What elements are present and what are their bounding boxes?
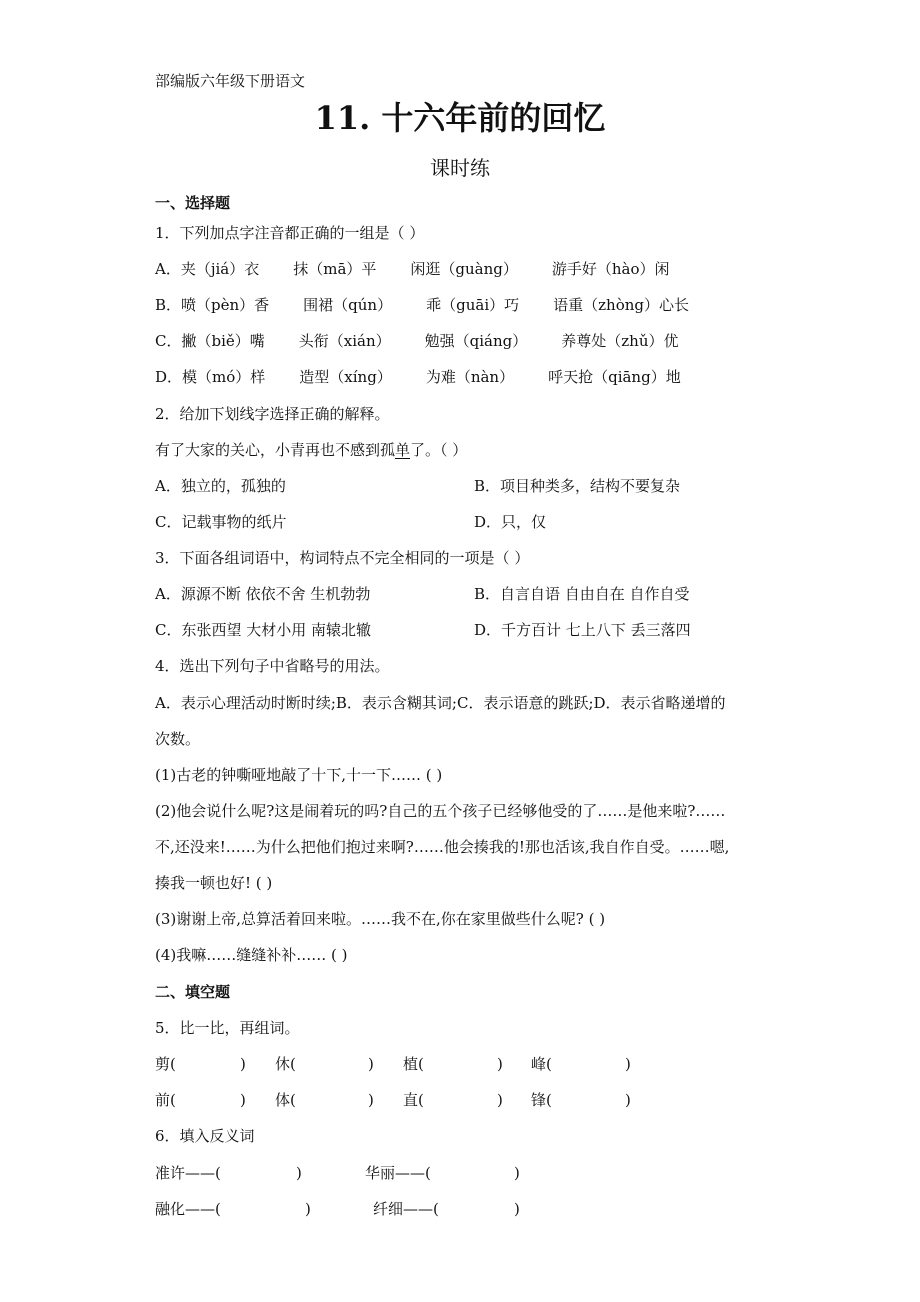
blank-close: ) bbox=[497, 1091, 503, 1109]
antonym-prefix: 准许——( bbox=[155, 1164, 221, 1182]
blank-close: ) bbox=[625, 1055, 631, 1073]
option-d-item: D．模（mó）样 bbox=[155, 368, 266, 386]
question-1-stem: 1．下列加点字注音都正确的一组是（ ） bbox=[155, 224, 425, 242]
question-2-option-c: C．记载事物的纸片 bbox=[155, 513, 287, 531]
underlined-character: 单 bbox=[395, 441, 411, 459]
blank-close: ) bbox=[240, 1055, 246, 1073]
question-2-option-a: A．独立的，孤独的 bbox=[155, 477, 286, 495]
option-a-item: 闲逛（guàng） bbox=[410, 260, 518, 278]
option-b-item: 语重（zhòng）心长 bbox=[553, 296, 689, 314]
option-a-item: 抹（mā）平 bbox=[293, 260, 377, 278]
option-a-item: 游手好（hào）闲 bbox=[551, 260, 670, 278]
option-d-item: 造型（xíng） bbox=[299, 368, 392, 386]
option-b-item: 围裙（qún） bbox=[303, 296, 393, 314]
word-prefix: 植( bbox=[403, 1055, 424, 1073]
question-3-option-d: D．千方百计 七上八下 丢三落四 bbox=[474, 621, 691, 639]
question-4-stem: 4．选出下列句子中省略号的用法。 bbox=[155, 657, 390, 675]
option-d-item: 呼天抢（qiāng）地 bbox=[548, 368, 681, 386]
blank-close: ) bbox=[625, 1091, 631, 1109]
option-c-item: 勉强（qiáng） bbox=[424, 332, 528, 350]
question-2-sentence bbox=[155, 440, 467, 460]
antonym-prefix: 纤细——( bbox=[373, 1200, 439, 1218]
document-header: 部编版六年级下册语文 bbox=[155, 72, 306, 90]
antonym-prefix: 融化——( bbox=[155, 1200, 221, 1218]
word-prefix: 峰( bbox=[531, 1055, 552, 1073]
question-1-option-d bbox=[155, 367, 715, 387]
question-5-stem: 5．比一比，再组词。 bbox=[155, 1019, 300, 1037]
blank-close: ) bbox=[368, 1091, 374, 1109]
question-2-option-d: D．只，仅 bbox=[474, 513, 547, 531]
question-6-stem: 6．填入反义词 bbox=[155, 1127, 255, 1145]
question-4-sentence-2: (2)他会说什么呢?这是闹着玩的吗?自己的五个孩子已经够他受的了……是他来啦?…… bbox=[155, 802, 726, 820]
section-heading-choice: 一、选择题 bbox=[155, 194, 231, 212]
question-4-sentence-4: (4)我嘛……缝缝补补…… ( ) bbox=[155, 946, 348, 964]
blank-close: ) bbox=[368, 1055, 374, 1073]
word-prefix: 锋( bbox=[531, 1091, 552, 1109]
word-prefix: 体( bbox=[275, 1091, 296, 1109]
blank-close: ) bbox=[296, 1164, 302, 1182]
question-4-options: A．表示心理活动时断时续;B．表示含糊其词;C．表示语意的跳跃;D．表示省略递增的 bbox=[155, 694, 726, 712]
option-c-item: C．撇（biě）嘴 bbox=[155, 332, 265, 350]
blank-close: ) bbox=[497, 1055, 503, 1073]
question-4-sentence-1: (1)古老的钟嘶哑地敲了十下,十一下…… ( ) bbox=[155, 766, 443, 784]
option-c-item: 头衔（xián） bbox=[298, 332, 391, 350]
question-2-stem: 2．给加下划线字选择正确的解释。 bbox=[155, 405, 390, 423]
question-1-option-c bbox=[155, 331, 712, 351]
blank-close: ) bbox=[240, 1091, 246, 1109]
question-3-option-c: C．东张西望 大材小用 南辕北辙 bbox=[155, 621, 372, 639]
question-6-row-1 bbox=[155, 1163, 755, 1183]
section-heading-fill: 二、填空题 bbox=[155, 983, 231, 1001]
option-d-item: 为难（nàn） bbox=[425, 368, 515, 386]
question-4-sentence-2-end: 揍我一顿也好! ( ) bbox=[155, 874, 273, 892]
option-c-item: 养尊处（zhǔ）优 bbox=[561, 332, 679, 350]
option-b-item: B．喷（pèn）香 bbox=[155, 296, 270, 314]
blank-close: ) bbox=[305, 1200, 311, 1218]
antonym-prefix: 华丽——( bbox=[365, 1164, 431, 1182]
sentence-text: 有了大家的关心，小青再也不感到孤 bbox=[155, 441, 396, 459]
sentence-text: 了。（ ） bbox=[410, 441, 468, 459]
option-b-item: 乖（guāi）巧 bbox=[426, 296, 520, 314]
word-prefix: 前( bbox=[155, 1091, 176, 1109]
question-4-sentence-3: (3)谢谢上帝,总算活着回来啦。……我不在,你在家里做些什么呢? ( ) bbox=[155, 910, 606, 928]
word-prefix: 休( bbox=[275, 1055, 296, 1073]
word-prefix: 剪( bbox=[155, 1055, 176, 1073]
page-title: 11. 十六年前的回忆 bbox=[314, 99, 606, 137]
question-1-option-a bbox=[155, 259, 704, 279]
page-subtitle: 课时练 bbox=[430, 156, 490, 180]
question-4-sentence-2-cont: 不,还没来!……为什么把他们抱过来啊?……他会揍我的!那也活该,我自作自受。……嗯, bbox=[155, 838, 730, 856]
question-2-option-b: B．项目种类多，结构不要复杂 bbox=[474, 477, 681, 495]
question-6-row-2 bbox=[155, 1199, 755, 1219]
question-5-row-1 bbox=[155, 1054, 755, 1074]
blank-close: ) bbox=[514, 1164, 520, 1182]
question-3-option-a: A．源源不断 依依不舍 生机勃勃 bbox=[155, 585, 371, 603]
question-3-option-b: B．自言自语 自由自在 自作自受 bbox=[474, 585, 690, 603]
question-1-option-b bbox=[155, 295, 723, 315]
question-5-row-2 bbox=[155, 1090, 755, 1110]
word-prefix: 直( bbox=[403, 1091, 424, 1109]
blank-close: ) bbox=[514, 1200, 520, 1218]
question-4-options-cont: 次数。 bbox=[155, 730, 201, 748]
question-3-stem: 3．下面各组词语中，构词特点不完全相同的一项是（ ） bbox=[155, 549, 530, 567]
option-a-item: A．夹（jiá）衣 bbox=[155, 260, 260, 278]
